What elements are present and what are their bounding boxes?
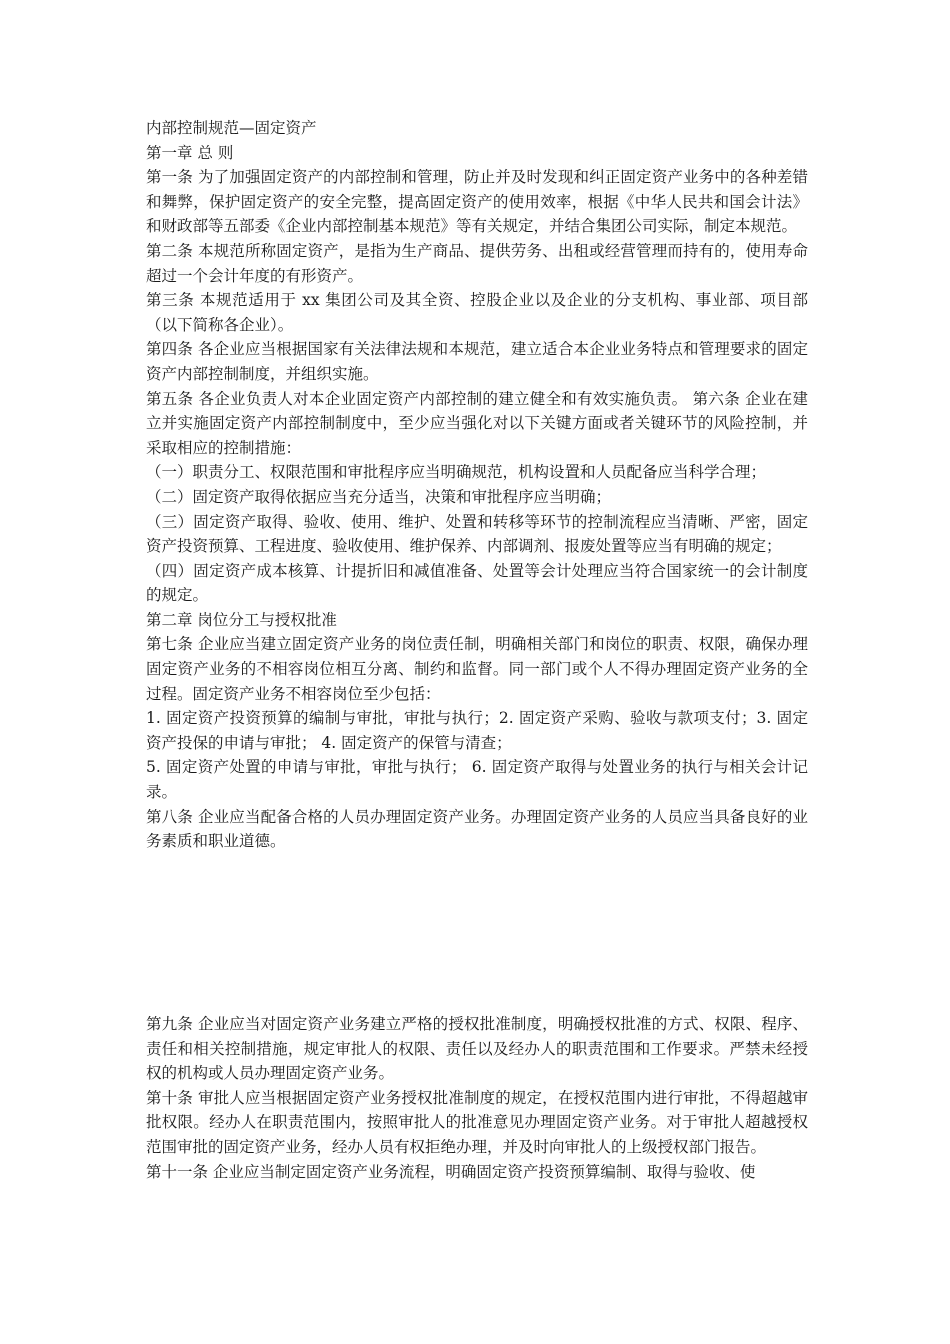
article-11: 第十一条 企业应当制定固定资产业务流程，明确固定资产投资预算编制、取得与验收、使 bbox=[146, 1162, 756, 1181]
article-1: 第一条 为了加强固定资产的内部控制和管理，防止并及时发现和纠正固定资产业务中的各种差错和舞弊，保护固定资产的安全完整，提高固定资产的使用效率，根据《中华人民共和国会计法》和财政部等五部委《企业内部控制基本规范》等有关规定，并结合集团公司实际，制定本规范。 bbox=[146, 168, 808, 236]
list-item-1: （一）职责分工、权限范围和审批程序应当明确规范，机构设置和人员配备应当科学合理； bbox=[146, 463, 767, 482]
list-item-4: （四）固定资产成本核算、计提折旧和减值准备、处置等会计处理应当符合国家统一的会计制度的规定。 bbox=[146, 561, 808, 605]
text-block-top bbox=[146, 116, 808, 854]
text-block-bottom bbox=[146, 1012, 808, 1184]
post-list-2: 5. 固定资产处置的申请与审批，审批与执行； 6. 固定资产取得与处置业务的执行与相关会计记录。 bbox=[146, 758, 808, 802]
chapter-2-heading: 第二章 岗位分工与授权批准 bbox=[146, 610, 337, 629]
article-3: 第三条 本规范适用于 xx 集团公司及其全资、控股企业以及企业的分支机构、事业部、项目部（以下简称各企业）。 bbox=[146, 291, 808, 334]
article-5-6: 第五条 各企业负责人对本企业固定资产内部控制的建立健全和有效实施负责。 第六条 企业在建立并实施固定资产内部控制制度中，至少应当强化对以下关键方面或者关键环节的风险控制，并采取相应的控制措施： bbox=[146, 389, 808, 457]
article-10: 第十条 审批人应当根据固定资产业务授权批准制度的规定，在授权范围内进行审批，不得超越审批权限。经办人在职责范围内，按照审批人的批准意见办理固定资产业务。对于审批人超越授权范围审批的固定资产业务，经办人员有权拒绝办理，并及时向审批人的上级授权部门报告。 bbox=[146, 1088, 808, 1156]
document-title: 内部控制规范—固定资产 bbox=[146, 119, 317, 137]
article-7: 第七条 企业应当建立固定资产业务的岗位责任制，明确相关部门和岗位的职责、权限，确保办理固定资产业务的不相容岗位相互分离、制约和监督。同一部门或个人不得办理固定资产业务的全过程。固定资产业务不相容岗位至少包括： bbox=[146, 635, 808, 703]
post-list-1: 1. 固定资产投资预算的编制与审批，审批与执行；2. 固定资产采购、验收与款项支付；3. 固定资产投保的申请与审批； 4. 固定资产的保管与清查； bbox=[146, 709, 808, 752]
article-8: 第八条 企业应当配备合格的人员办理固定资产业务。办理固定资产业务的人员应当具备良好的业务素质和职业道德。 bbox=[146, 807, 808, 851]
list-item-3: （三）固定资产取得、验收、使用、维护、处置和转移等环节的控制流程应当清晰、严密，固定资产投资预算、工程进度、验收使用、维护保养、内部调剂、报废处置等应当有明确的规定； bbox=[146, 512, 808, 556]
article-4: 第四条 各企业应当根据国家有关法律法规和本规范，建立适合本企业业务特点和管理要求的固定资产内部控制制度，并组织实施。 bbox=[146, 340, 808, 383]
article-2: 第二条 本规范所称固定资产，是指为生产商品、提供劳务、出租或经营管理而持有的，使用寿命超过一个会计年度的有形资产。 bbox=[146, 241, 808, 285]
list-item-2: （二）固定资产取得依据应当充分适当，决策和审批程序应当明确； bbox=[146, 487, 612, 506]
article-9: 第九条 企业应当对固定资产业务建立严格的授权批准制度，明确授权批准的方式、权限、程序、责任和相关控制措施，规定审批人的权限、责任以及经办人的职责范围和工作要求。严禁未经授权的机构或人员办理固定资产业务。 bbox=[146, 1015, 808, 1083]
chapter-1-heading: 第一章 总 则 bbox=[146, 143, 234, 162]
